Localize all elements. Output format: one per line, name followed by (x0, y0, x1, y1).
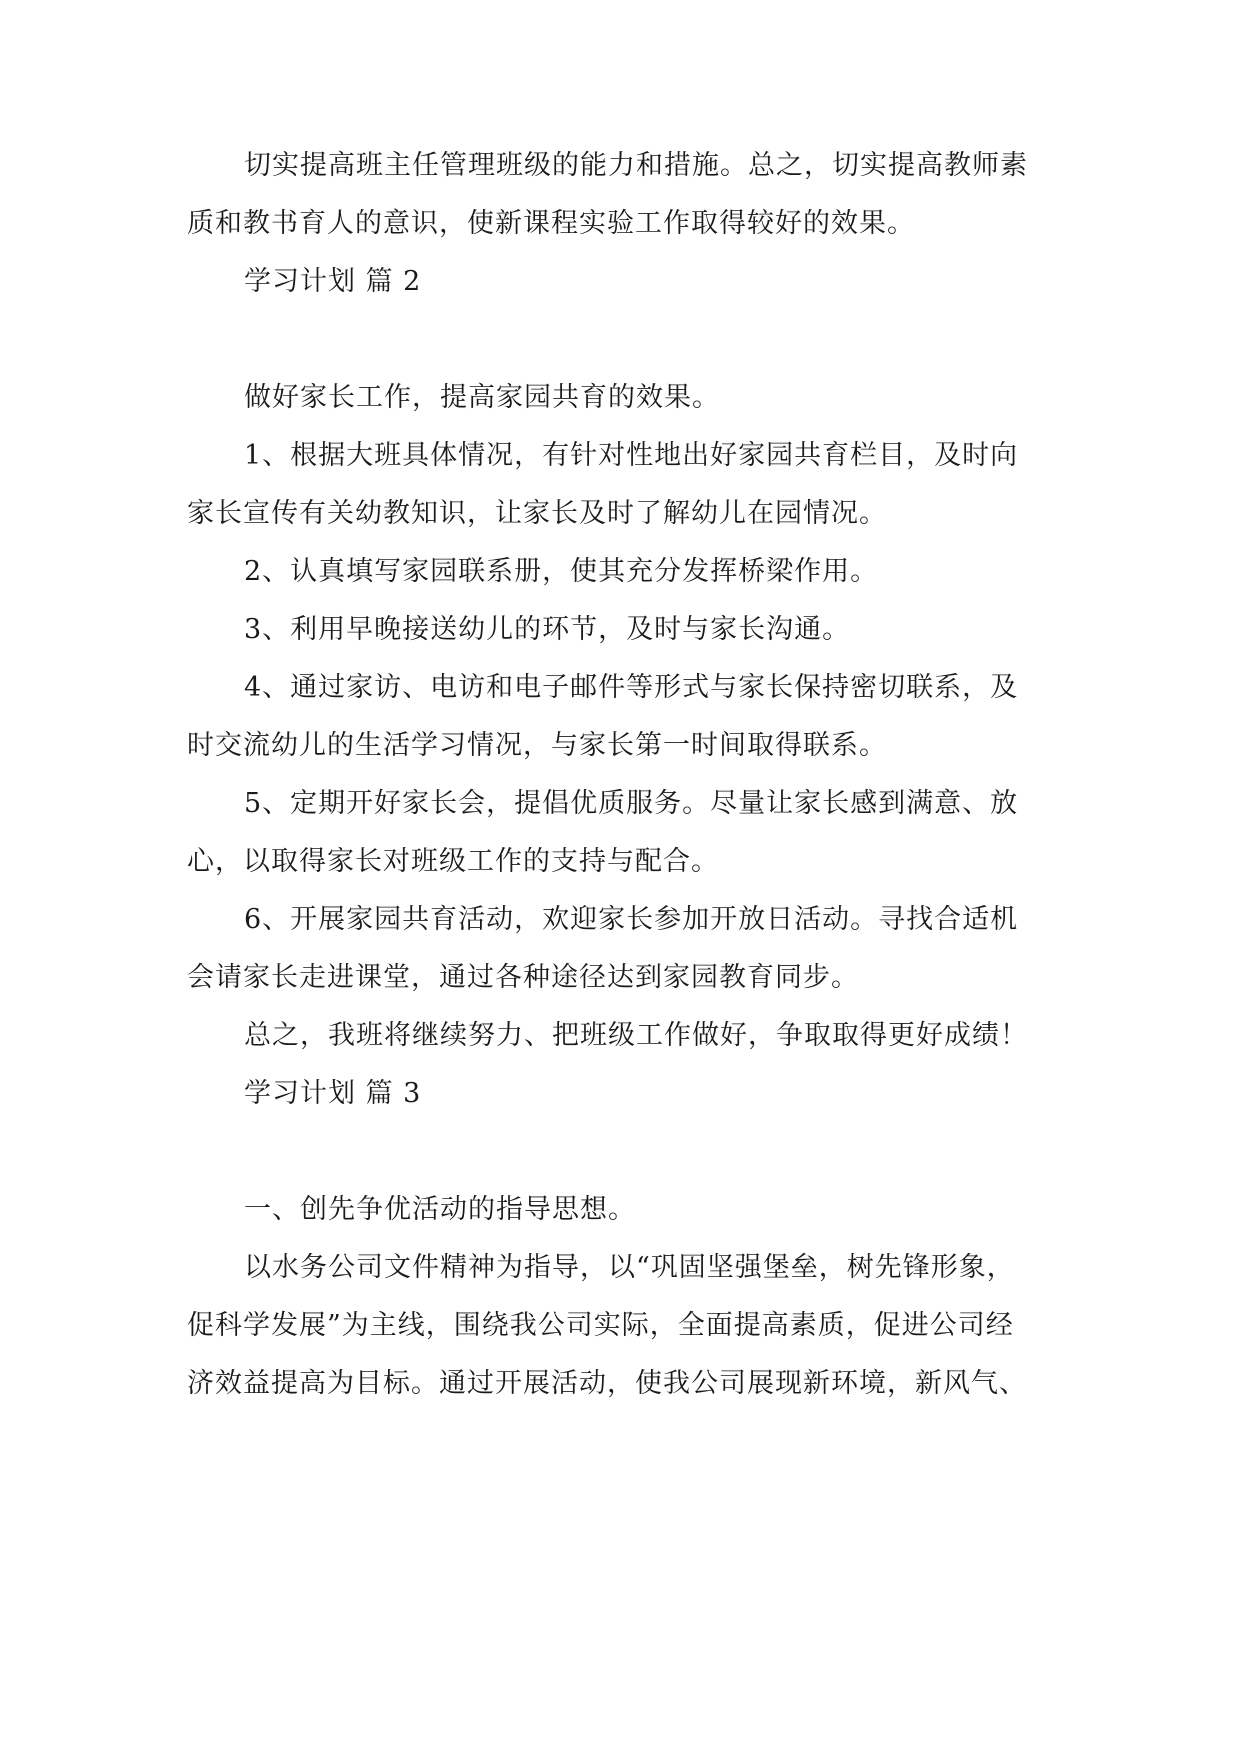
section-heading: 学习计划 篇 3 (244, 1078, 422, 1109)
list-item-line: 心，以取得家长对班级工作的支持与配合。 (187, 846, 719, 877)
paragraph-line: 总之，我班将继续努力、把班级工作做好，争取取得更好成绩！ (244, 1020, 1028, 1051)
list-item-line: 4、通过家访、电访和电子邮件等形式与家长保持密切联系，及 (244, 672, 1019, 703)
paragraph-line: 质和教书育人的意识，使新课程实验工作取得较好的效果。 (187, 208, 915, 239)
list-item-line: 5、定期开好家长会，提倡优质服务。尽量让家长感到满意、放 (244, 788, 1019, 819)
paragraph-line: 促科学发展”为主线，围绕我公司实际，全面提高素质，促进公司经 (187, 1310, 1014, 1341)
paragraph-line: 切实提高班主任管理班级的能力和措施。总之，切实提高教师素 (244, 150, 1028, 181)
list-item-line: 6、开展家园共育活动，欢迎家长参加开放日活动。寻找合适机 (244, 904, 1019, 935)
section-heading: 学习计划 篇 2 (244, 266, 422, 297)
list-item-line: 3、利用早晚接送幼儿的环节，及时与家长沟通。 (244, 614, 851, 645)
list-item-line: 1、根据大班具体情况，有针对性地出好家园共育栏目，及时向 (244, 440, 1019, 471)
list-item-line: 会请家长走进课堂，通过各种途径达到家园教育同步。 (187, 962, 859, 993)
list-item-line: 家长宣传有关幼教知识，让家长及时了解幼儿在园情况。 (187, 498, 887, 529)
paragraph-line: 以水务公司文件精神为指导，以“巩固坚强堡垒，树先锋形象， (244, 1252, 1015, 1283)
paragraph-line: 一、创先争优活动的指导思想。 (244, 1194, 636, 1225)
list-item-line: 时交流幼儿的生活学习情况，与家长第一时间取得联系。 (187, 730, 887, 761)
paragraph-line: 做好家长工作，提高家园共育的效果。 (244, 382, 720, 413)
list-item-line: 2、认真填写家园联系册，使其充分发挥桥梁作用。 (244, 556, 879, 587)
paragraph-line: 济效益提高为目标。通过开展活动，使我公司展现新环境，新风气、 (187, 1368, 1027, 1399)
